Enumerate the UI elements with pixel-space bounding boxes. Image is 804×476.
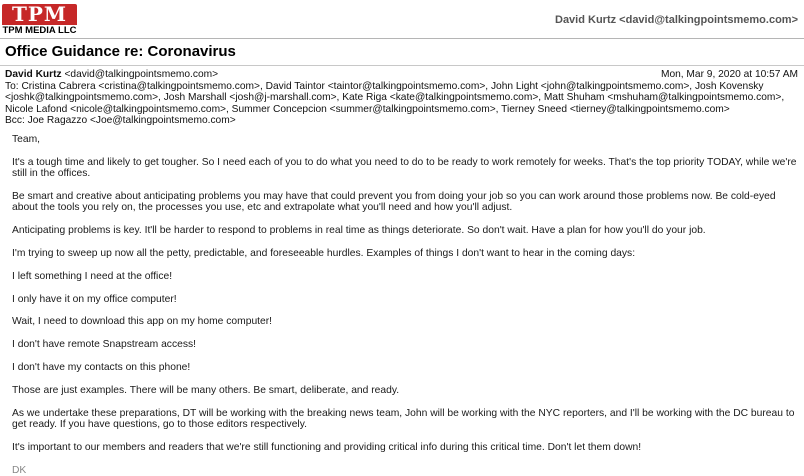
body-paragraph: I'm trying to sweep up now all the petty, predictable, and foreseeable hurdles. Examples of things I don't want to hear in the coming days: (12, 247, 636, 259)
to-recipients: Cristina Cabrera <cristina@talkingpointsmemo.com>, David Taintor <taintor@talkingpointsmemo.com>, John Light <john@talkingpointsmemo.com>, Josh Kovensky <joshk@talkingpointsmemo.com>, Josh Marshall <josh@j-marshall.com>, Kate Riga <kate@talkingpointsmemo.com>, Matt Shuham <mshuham@talkingpointsmemo.com>, Nicole Lafond <nicole@talkingpointsmemo.com>, Summer Concepcion <summer@talkingpointsmemo.com>, Tierney Sneed <tierney@talkingpointsmemo.com> (5, 80, 785, 115)
body-paragraph: I only have it on my office computer! (12, 293, 177, 305)
body-paragraph: I left something I need at the office! (12, 270, 173, 282)
body-paragraph: Team, (12, 133, 41, 145)
body-paragraph: I don't have my contacts on this phone! (12, 361, 191, 373)
body-paragraph: Those are just examples. There will be many others. Be smart, deliberate, and ready. (12, 384, 400, 396)
sender-name: David Kurtz (5, 69, 62, 80)
to-label: To: (5, 80, 19, 92)
sender-line (5, 69, 798, 81)
logo-caption: TPM MEDIA LLC (2, 25, 77, 36)
body-paragraph: Wait, I need to download this app on my home computer! (12, 316, 273, 328)
page-header (0, 0, 804, 38)
bcc-label: Bcc: (5, 115, 25, 127)
email-metadata (0, 66, 804, 127)
signature: DK (12, 464, 27, 476)
body-paragraph: I don't have remote Snapstream access! (12, 339, 196, 351)
bcc-line (5, 115, 798, 127)
body-paragraph: Be smart and creative about anticipating problems you may have that could prevent you from doing your job so you can work around those problems now. Be cold-eyed about the tools you rely on, the processes you use, etc and extrapolate what you'll need and how you'll adjust. (12, 190, 776, 214)
email-body (0, 127, 804, 476)
body-paragraph: Anticipating problems is key. It'll be harder to respond to problems in real time as things deteriorate. So don't wait. Have a plan for how you'll do your job. (12, 225, 706, 237)
account-identity: David Kurtz <david@talkingpointsmemo.com> (555, 14, 798, 26)
sent-date: Mon, Mar 9, 2020 at 10:57 AM (660, 69, 798, 80)
sender-email: <david@talkingpointsmemo.com> (64, 69, 219, 80)
body-paragraph: It's a tough time and likely to get tougher. So I need each of you to do what you need to do to be ready to work remotely for weeks. That's the top priority TODAY, while we're still in the offices. (12, 156, 797, 180)
bcc-recipients: Joe Ragazzo <Joe@talkingpointsmemo.com> (27, 115, 236, 127)
body-paragraph: It's important to our members and readers that we're still functioning and providing critical info during this critical time. Don't let them down! (12, 441, 642, 453)
email-subject: Office Guidance re: Coronavirus (5, 43, 236, 60)
recipients-line (5, 81, 798, 116)
logo-mark: TPM (2, 4, 77, 25)
tpm-logo (2, 4, 77, 36)
body-paragraph: As we undertake these preparations, DT will be working with the breaking news team, John will be working with the NYC reporters, and I'll be working with the DC bureau to get ready. If you have questions, go to those editors respectively. (12, 407, 795, 430)
